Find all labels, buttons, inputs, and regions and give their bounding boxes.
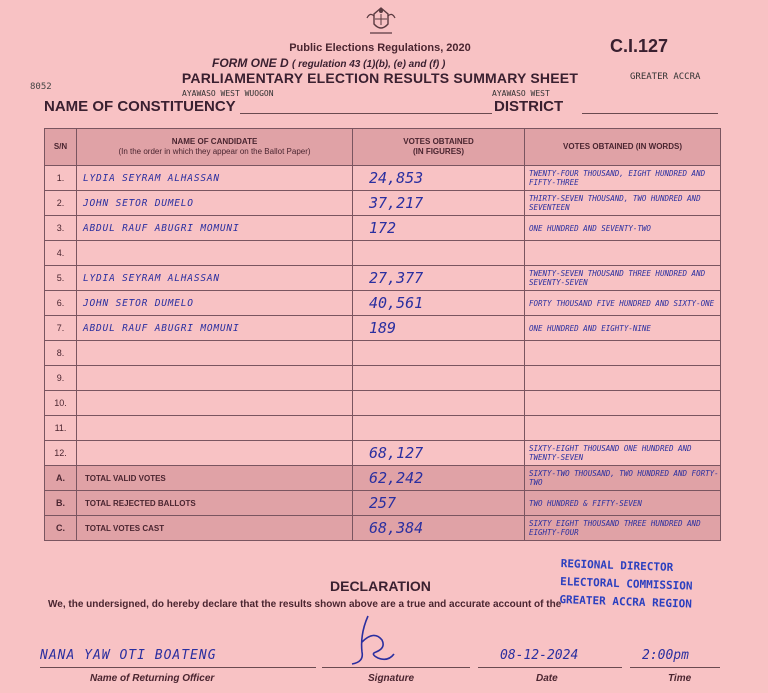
- totals-words: SIXTY EIGHT THOUSAND THREE HUNDRED AND EIGHTY-FOUR: [529, 519, 701, 537]
- candidate-cell: [77, 391, 353, 416]
- stamp-line: GREATER ACCRA REGION: [559, 593, 693, 611]
- region-name: GREATER ACCRA: [630, 72, 701, 82]
- figures-cell: [353, 341, 525, 366]
- row-number: 5.: [45, 266, 77, 291]
- table-row: [45, 266, 721, 291]
- serial-number: 8052: [30, 82, 52, 92]
- stamp-line: REGIONAL DIRECTOR: [560, 557, 674, 574]
- words-cell: [525, 166, 721, 191]
- figures-cell: [353, 441, 525, 466]
- table-header-row: [45, 129, 721, 166]
- words-cell: [525, 441, 721, 466]
- stamp-line: ELECTORAL COMMISSION: [559, 575, 693, 593]
- figures-cell: [353, 166, 525, 191]
- totals-label: TOTAL VALID VOTES: [77, 466, 353, 491]
- time-value: 2:00pm: [642, 648, 689, 663]
- candidate-name: JOHN SETOR DUMELO: [83, 297, 194, 309]
- figures-cell: [353, 291, 525, 316]
- figures-cell: [353, 216, 525, 241]
- words-cell: [525, 266, 721, 291]
- words-cell: [525, 341, 721, 366]
- header-figures-title: VOTES OBTAINED: [403, 137, 474, 146]
- table-row: [45, 391, 721, 416]
- row-number: 7.: [45, 316, 77, 341]
- declaration-text: We, the undersigned, do hereby declare that the results shown above are a true and accurate account of the: [48, 599, 562, 610]
- signature-mark: [338, 612, 398, 668]
- row-number: 12.: [45, 441, 77, 466]
- row-number: 10.: [45, 391, 77, 416]
- row-number: 6.: [45, 291, 77, 316]
- figures-cell: [353, 491, 525, 516]
- results-body: [45, 166, 721, 541]
- votes-figures: 189: [369, 319, 397, 337]
- figures-cell: [353, 391, 525, 416]
- header-sn: S/N: [45, 129, 77, 166]
- results-table: [44, 128, 721, 541]
- form-regulation: ( regulation 43 (1)(b), (e) and (f) ): [292, 59, 446, 70]
- row-number: 8.: [45, 341, 77, 366]
- words-cell: [525, 366, 721, 391]
- figures-cell: [353, 241, 525, 266]
- regulations-title: Public Elections Regulations, 2020: [289, 42, 471, 54]
- header-candidate-title: NAME OF CANDIDATE: [171, 137, 258, 146]
- candidate-cell: [77, 316, 353, 341]
- totals-words: SIXTY-TWO THOUSAND, TWO HUNDRED AND FORTY-TWO: [529, 469, 719, 487]
- words-cell: [525, 391, 721, 416]
- totals-label: TOTAL VOTES CAST: [77, 516, 353, 541]
- constituency-line: [240, 113, 492, 114]
- words-cell: [525, 191, 721, 216]
- form-reference: C.I.127: [610, 36, 669, 56]
- votes-figures: 68,127: [369, 444, 424, 462]
- row-number: 9.: [45, 366, 77, 391]
- signature-line: [322, 667, 470, 668]
- votes-words: FORTY THOUSAND FIVE HUNDRED AND SIXTY-ONE: [529, 298, 715, 308]
- words-cell: [525, 241, 721, 266]
- table-row: [45, 241, 721, 266]
- candidate-cell: [77, 166, 353, 191]
- candidate-name: JOHN SETOR DUMELO: [83, 197, 194, 209]
- figures-cell: [353, 516, 525, 541]
- totals-row: [45, 491, 721, 516]
- words-cell: [525, 491, 721, 516]
- totals-words: TWO HUNDRED & FIFTY-SEVEN: [529, 498, 642, 508]
- constituency-label: NAME OF CONSTITUENCY: [44, 98, 236, 115]
- candidate-cell: [77, 266, 353, 291]
- figures-cell: [353, 366, 525, 391]
- row-number: 3.: [45, 216, 77, 241]
- officer-name-value: NANA YAW OTI BOATENG: [40, 648, 217, 663]
- time-line: [630, 667, 720, 668]
- district-label: DISTRICT: [494, 98, 564, 115]
- candidate-cell: [77, 366, 353, 391]
- totals-row: [45, 516, 721, 541]
- table-row: [45, 191, 721, 216]
- candidate-name: ABDUL RAUF ABUGRI MOMUNI: [83, 322, 240, 334]
- totals-code: C.: [45, 516, 77, 541]
- votes-words: TWENTY-FOUR THOUSAND, EIGHT HUNDRED AND FIFTY-THREE: [529, 169, 706, 187]
- row-number: 1.: [45, 166, 77, 191]
- table-row: [45, 166, 721, 191]
- date-label: Date: [536, 673, 558, 684]
- header-candidate-sub: (In the order in which they appear on the Ballot Paper): [118, 147, 311, 156]
- officer-line: [40, 667, 316, 668]
- form-name: FORM ONE D: [212, 56, 289, 70]
- votes-figures: 24,853: [369, 169, 424, 187]
- votes-words: SIXTY-EIGHT THOUSAND ONE HUNDRED AND TWENTY-SEVEN: [529, 444, 692, 462]
- totals-figures: 62,242: [369, 469, 424, 487]
- candidate-cell: [77, 441, 353, 466]
- figures-cell: [353, 316, 525, 341]
- form-title: [212, 56, 445, 70]
- candidate-cell: [77, 216, 353, 241]
- constituency-value: AYAWASO WEST WUOGON: [182, 89, 274, 98]
- votes-figures: 27,377: [369, 269, 424, 287]
- words-cell: [525, 466, 721, 491]
- totals-code: B.: [45, 491, 77, 516]
- table-row: [45, 441, 721, 466]
- ghana-coat-of-arms-icon: [364, 6, 398, 36]
- header-figures-sub: (IN FIGURES): [412, 147, 465, 156]
- words-cell: [525, 516, 721, 541]
- candidate-cell: [77, 241, 353, 266]
- candidate-name: LYDIA SEYRAM ALHASSAN: [83, 272, 220, 284]
- totals-code: A.: [45, 466, 77, 491]
- row-number: 11.: [45, 416, 77, 441]
- date-value: 08-12-2024: [500, 648, 579, 663]
- table-row: [45, 366, 721, 391]
- candidate-name: LYDIA SEYRAM ALHASSAN: [83, 172, 220, 184]
- votes-words: TWENTY-SEVEN THOUSAND THREE HUNDRED AND SEVENTY-SEVEN: [529, 269, 706, 287]
- totals-figures: 257: [369, 494, 397, 512]
- sheet-title: PARLIAMENTARY ELECTION RESULTS SUMMARY SHEET: [181, 70, 579, 86]
- table-row: [45, 316, 721, 341]
- candidate-name: ABDUL RAUF ABUGRI MOMUNI: [83, 222, 240, 234]
- date-line: [478, 667, 622, 668]
- totals-row: [45, 466, 721, 491]
- candidate-cell: [77, 291, 353, 316]
- table-row: [45, 291, 721, 316]
- votes-figures: 172: [369, 219, 397, 237]
- declaration-title: DECLARATION: [330, 578, 431, 594]
- figures-cell: [353, 466, 525, 491]
- figures-cell: [353, 266, 525, 291]
- row-number: 4.: [45, 241, 77, 266]
- candidate-cell: [77, 416, 353, 441]
- votes-words: THIRTY-SEVEN THOUSAND, TWO HUNDRED AND SEVENTEEN: [529, 194, 701, 212]
- candidate-cell: [77, 191, 353, 216]
- signature-label: Signature: [368, 673, 415, 684]
- votes-figures: 37,217: [369, 194, 424, 212]
- words-cell: [525, 416, 721, 441]
- district-line: [582, 113, 718, 114]
- table-row: [45, 216, 721, 241]
- words-cell: [525, 316, 721, 341]
- votes-figures: 40,561: [369, 294, 424, 312]
- header-words: VOTES OBTAINED (IN WORDS): [525, 129, 721, 166]
- row-number: 2.: [45, 191, 77, 216]
- words-cell: [525, 216, 721, 241]
- table-row: [45, 416, 721, 441]
- official-stamp: [559, 555, 731, 615]
- votes-words: ONE HUNDRED AND SEVENTY-TWO: [529, 223, 651, 233]
- header-figures: [353, 129, 525, 166]
- figures-cell: [353, 416, 525, 441]
- totals-figures: 68,384: [369, 519, 424, 537]
- totals-label: TOTAL REJECTED BALLOTS: [77, 491, 353, 516]
- candidate-cell: [77, 341, 353, 366]
- header-candidate: [77, 129, 353, 166]
- officer-label: Name of Returning Officer: [90, 673, 215, 684]
- words-cell: [525, 291, 721, 316]
- district-value: AYAWASO WEST: [492, 89, 550, 98]
- table-row: [45, 341, 721, 366]
- figures-cell: [353, 191, 525, 216]
- time-label: Time: [668, 673, 692, 684]
- votes-words: ONE HUNDRED AND EIGHTY-NINE: [529, 323, 651, 333]
